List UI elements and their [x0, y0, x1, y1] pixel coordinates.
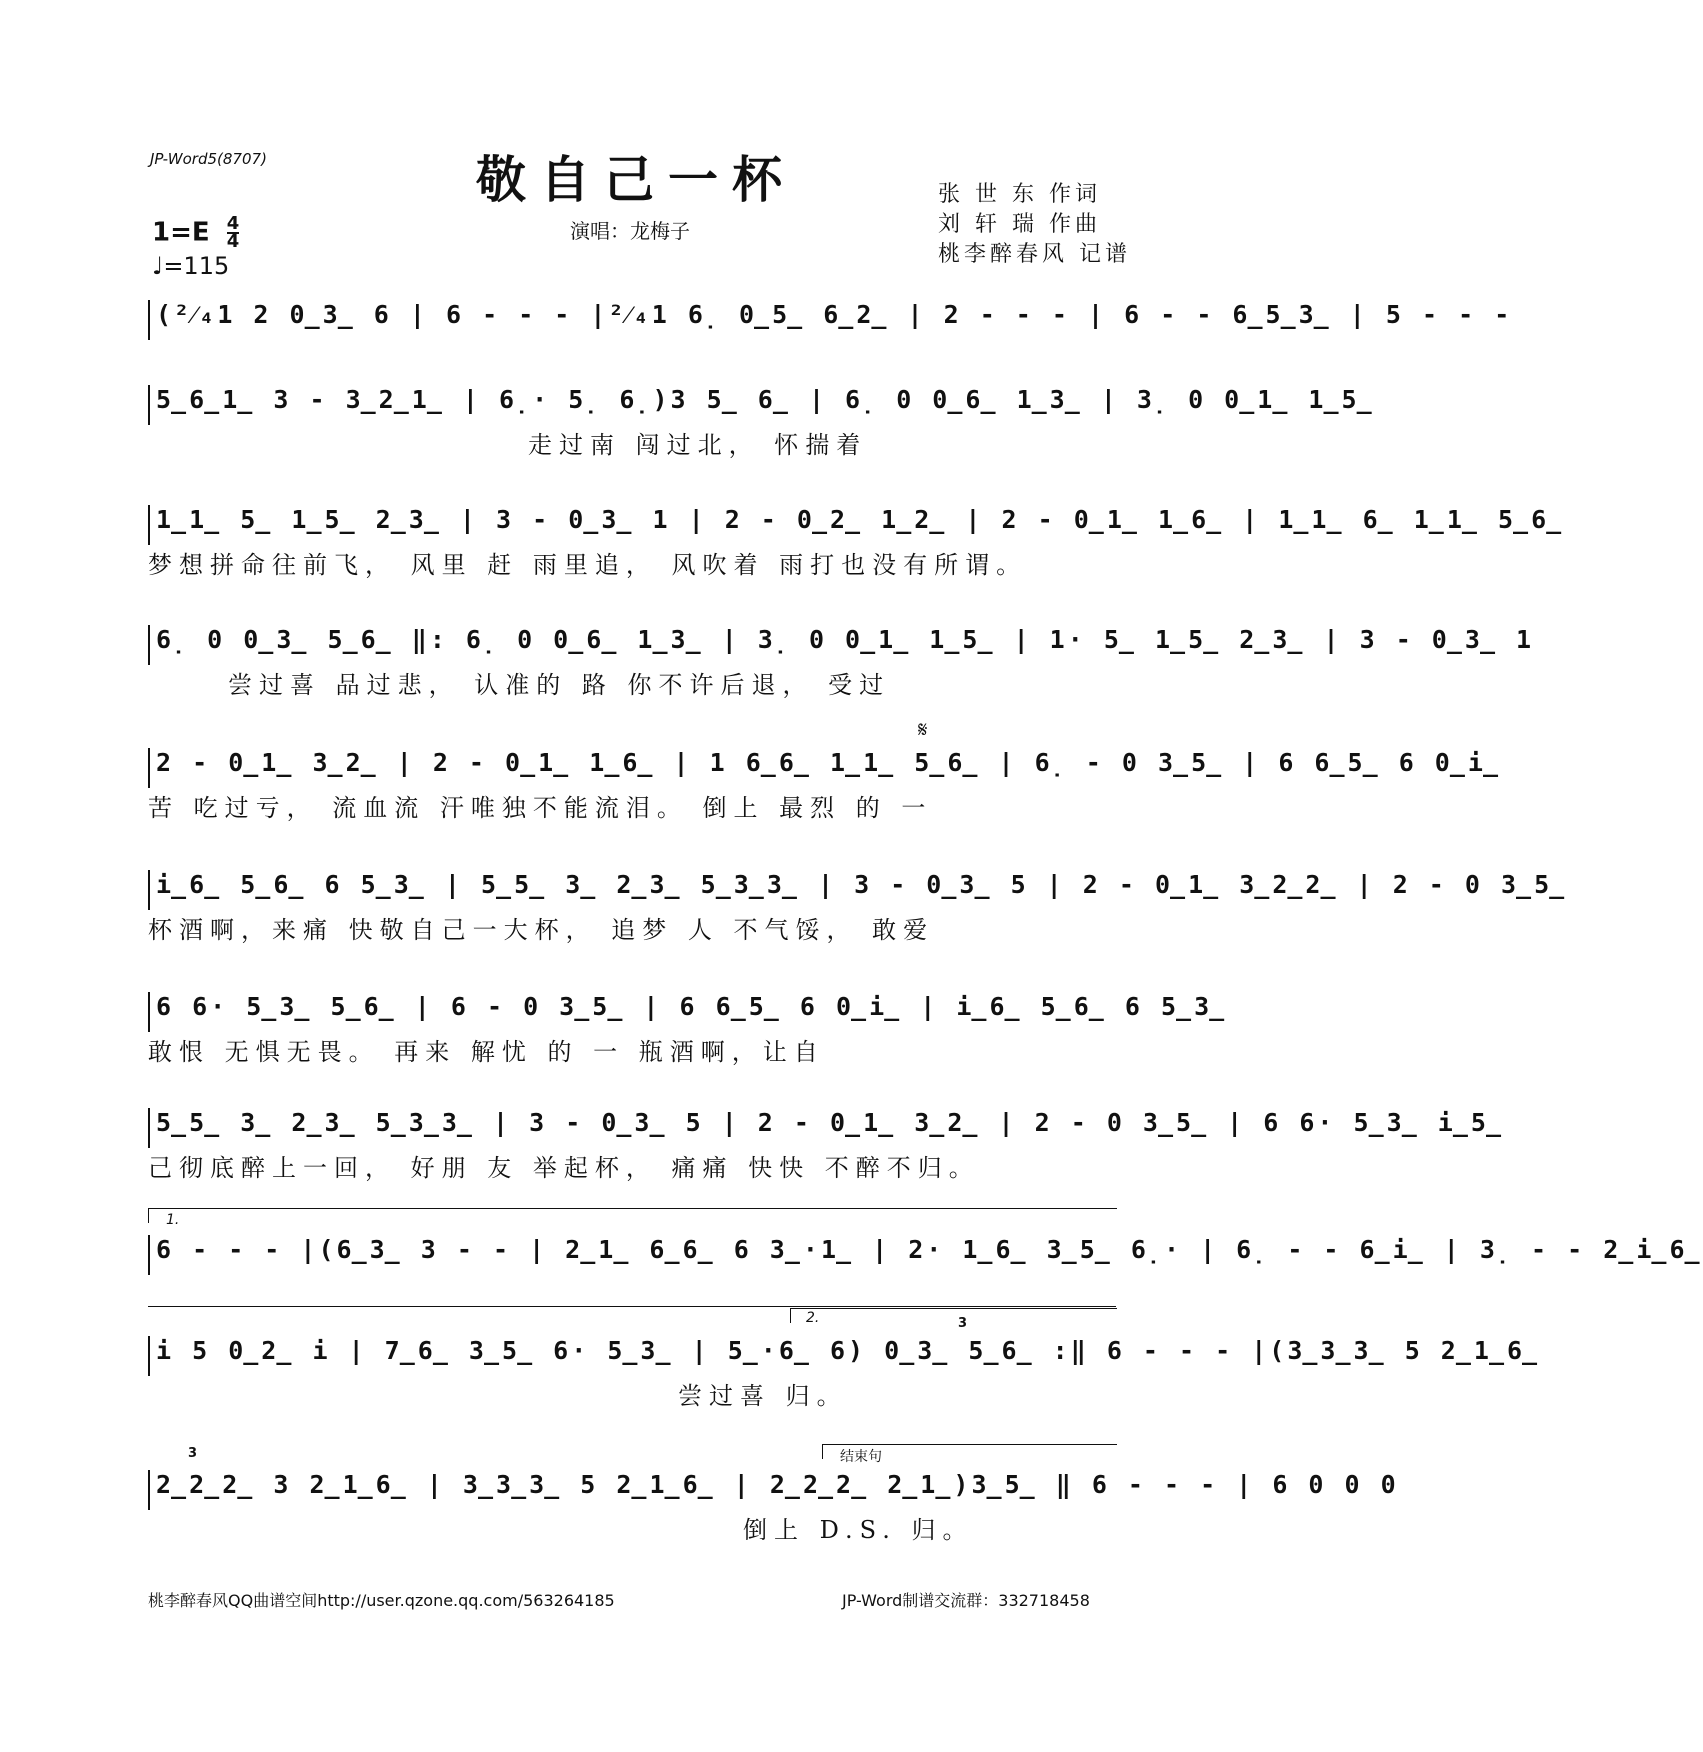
key-label: 1=E — [152, 217, 210, 248]
lyric-line-2: 走过南 闯过北， 怀揣着 — [528, 431, 868, 459]
first-ending-label: 1. — [166, 1212, 180, 1228]
notes-line-8: 5̲5̲ 3̲ 2̲3̲ 5̲3̲3̲ | 3 - 0̲3̲ 5 | 2 - 0̲1̲ 3̲2̲ | 2 - 0 3̲5̲ | 6 6· 5̲3̲ i̲5̲ — [148, 1108, 1128, 1148]
key-signature — [152, 213, 240, 252]
lyric-line-7: 敢恨 无惧无畏。 再来 解忧 的 一 瓶酒啊，让自 — [148, 1038, 825, 1066]
time-signature — [226, 213, 240, 252]
lyric-line-8: 己彻底醉上一回， 好朋 友 举起杯， 痛痛 快快 不醉不归。 — [148, 1154, 980, 1182]
lyric-line-10: 尝过喜 归。 — [678, 1382, 848, 1410]
notes-line-10: i 5 0̲2̲ i | 7̲6̲ 3̲5̲ 6· 5̲3̲ | 5̲·6̲ 6) 0̲3̲ 5̲6̲ :‖ 6 - - - |(3̲3̲3̲ 5 2̲1̲6̲ — [148, 1336, 1128, 1376]
notes-line-9: 6 - - - |(6̲3̲ 3 - - | 2̲1̲ 6̲6̲ 6 3̲·1̲ | 2· 1̲6̲ 3̲5̲ 6̣· | 6̣ - - 6̲i̲ | 3̣ - - 2̲i̲6̲ — [148, 1235, 1128, 1275]
triplet-mark: 3 — [958, 1316, 968, 1331]
credits-block — [938, 180, 1131, 270]
coda-label: 结束句 — [840, 1449, 882, 1465]
notes-line-6: i̲6̲ 5̲6̲ 6 5̲3̲ | 5̲5̲ 3̲ 2̲3̲ 5̲3̲3̲ | 3 - 0̲3̲ 5 | 2 - 0̲1̲ 3̲2̲2̲ | 2 - 0 3̲5̲ — [148, 870, 1128, 910]
score-line-11 — [148, 1470, 1399, 1545]
lyric-line-4: 尝过喜 品过悲， 认准的 路 你不许后退， 受过 — [228, 671, 891, 699]
segno-sign: 𝄋 — [918, 718, 928, 743]
transcriber-credit: 桃李醉春风 记谱 — [938, 242, 1131, 267]
first-ending-bracket — [148, 1208, 1117, 1223]
score-line-10 — [148, 1336, 1541, 1411]
second-ending-bracket — [790, 1308, 1117, 1323]
notes-line-7: 6 6· 5̲3̲ 5̲6̲ | 6 - 0 3̲5̲ | 6 6̲5̲ 6 0̲i̲ | i̲6̲ 5̲6̲ 6 5̲3̲ — [148, 992, 1128, 1032]
score-line-9 — [148, 1235, 1703, 1275]
notes-line-5: 2 - 0̲1̲ 3̲2̲ | 2 - 0̲1̲ 1̲6̲ | 1 6̲6̲ 1̲1̲ 5̲6̲ | 6̣ - 0 3̲5̲ | 6 6̲5̲ 6 0̲i̲ — [148, 748, 1128, 788]
footer-left: 桃李醉春风QQ曲谱空间http://user.qzone.qq.com/563264185 — [148, 1591, 615, 1610]
lyric-line-6: 杯酒啊，来痛 快敬自己一大杯， 追梦 人 不气馁， 敢爱 — [148, 916, 935, 944]
score-line-5 — [148, 748, 1501, 823]
singer-credit: 演唱：龙梅子 — [570, 219, 690, 243]
lyric-line-11: 倒上 D.S. 归。 — [743, 1516, 974, 1544]
time-top: 4 — [226, 213, 240, 234]
notes-line-4: 6̣ 0 0̲3̲ 5̲6̲ ‖: 6̣ 0 0̲6̲ 1̲3̲ | 3̣ 0 0̲1̲ 1̲5̲ | 1· 5̲ 1̲5̲ 2̲3̲ | 3 - 0̲3̲ 1 — [148, 625, 1128, 665]
score-line-4 — [148, 625, 1535, 700]
song-title: 敬自己一杯 — [476, 150, 796, 209]
second-ending-label: 2. — [806, 1310, 820, 1326]
score-line-7 — [148, 992, 1228, 1067]
score-line-6 — [148, 870, 1568, 945]
score-line-3 — [148, 505, 1565, 580]
tempo-marking: ♩=115 — [152, 252, 230, 280]
score-line-8 — [148, 1108, 1504, 1183]
software-label: JP-Word5(8707) — [150, 150, 267, 168]
ending-divider — [148, 1306, 1116, 1307]
notes-line-3: 1̲1̲ 5̲ 1̲5̲ 2̲3̲ | 3 - 0̲3̲ 1 | 2 - 0̲2̲ 1̲2̲ | 2 - 0̲1̲ 1̲6̲ | 1̲1̲ 6̲ 1̲1̲ 5̲6̲ — [148, 505, 1128, 545]
time-bottom: 4 — [226, 231, 240, 252]
notes-line-2: 5̲6̲1̲ 3 - 3̲2̲1̲ | 6̣· 5̣ 6̣)3 5̲ 6̲ | 6̣ 0 0̲6̲ 1̲3̲ | 3̣ 0 0̲1̲ 1̲5̲ — [148, 385, 1128, 425]
score-line-1 — [148, 300, 1513, 340]
score-line-2 — [148, 385, 1375, 460]
notes-line-1: (²⁄₄1 2 0̲3̲ 6 | 6 - - - |²⁄₄1 6̣ 0̲5̲ 6̲2̲ | 2 - - - | 6 - - 6̲5̲3̲ | 5 - - - — [148, 300, 1128, 340]
composer-credit: 刘 轩 瑞 作曲 — [938, 212, 1101, 237]
triplet-mark-2: 3 — [188, 1446, 198, 1461]
lyric-line-3: 梦想拼命往前飞， 风里 赶 雨里追， 风吹着 雨打也没有所谓。 — [148, 551, 1028, 579]
footer-right: JP-Word制谱交流群：332718458 — [842, 1591, 1090, 1610]
lyricist-credit: 张 世 东 作词 — [938, 182, 1101, 207]
notes-line-11: 2̲2̲2̲ 3 2̲1̲6̲ | 3̲3̲3̲ 5 2̲1̲6̲ | 2̲2̲2̲ 2̲1̲)3̲5̲ ‖ 6 - - - | 6 0 0 0 — [148, 1470, 1128, 1510]
lyric-line-5: 苦 吃过亏， 流血流 汗唯独不能流泪。 倒上 最烈 的 一 — [148, 794, 933, 822]
